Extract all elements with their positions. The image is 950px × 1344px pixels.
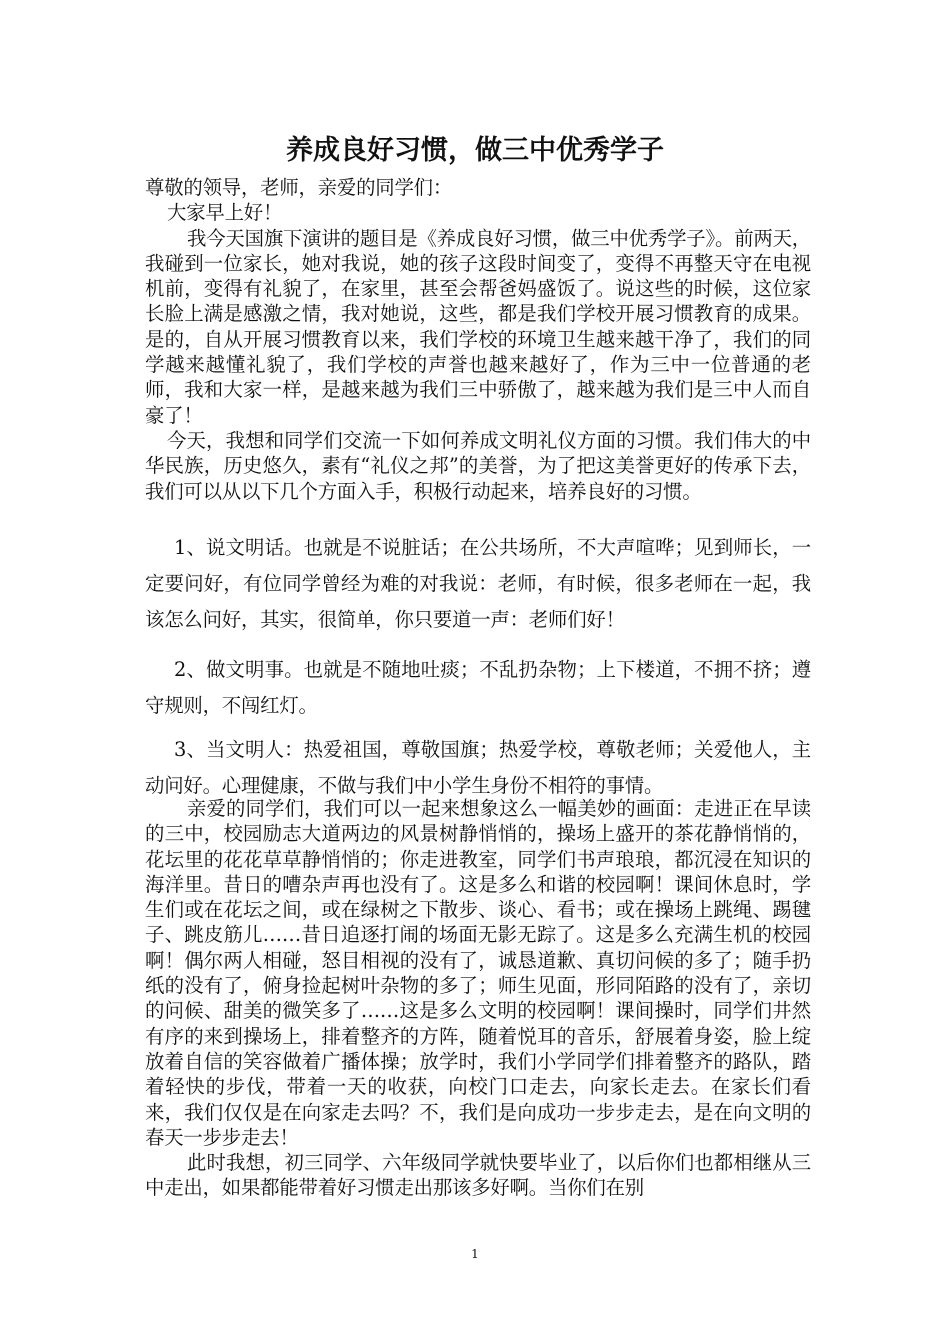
closing-section xyxy=(145,796,811,1201)
list-section-2 xyxy=(145,652,811,724)
list-item-2: 2、做文明事。也就是不随地吐痰；不乱扔杂物；上下楼道，不拥不挤；遵守规则，不闯红灯。 xyxy=(145,658,811,717)
page-number: 1 xyxy=(471,1247,479,1261)
imagine-paragraph: 亲爱的同学们，我们可以一起来想象这么一幅美妙的画面：走进正在早读的三中，校园励志大道两边的风景树静悄悄的，操场上盛开的茶花静悄悄的，花坛里的花花草草静悄悄的；你走进教室，同学们书声琅琅，都沉浸在知识的海洋里。昔日的嘈杂声再也没有了。这是多么和谐的校园啊！课间休息时，学生们或在花坛之间，或在绿树之下散步、谈心、看书；或在操场上跳绳、踢毽子、跳皮筋儿……昔日追逐打闹的场面无影无踪了。这是多么充满生机的校园啊！偶尔两人相碰，怒目相视的没有了，诚恳道歉、真切问候的多了；随手扔纸的没有了，俯身捡起树叶杂物的多了；师生见面，形同陌路的没有了，亲切的问候、甜美的微笑多了……这是多么文明的校园啊！课间操时，同学们井然有序的来到操场上，排着整齐的方阵，随着悦耳的音乐，舒展着身姿，脸上绽放着自信的笑容做着广播体操；放学时，我们小学同学们排着整齐的路队，踏着轻快的步伐，带着一天的收获，向校门口走去，向家长走去。在家长们看来，我们仅仅是在向家走去吗？不，我们是向成功一步步走去，是在向文明的春天一步步走去！ xyxy=(145,797,811,1149)
intro-paragraph: 我今天国旗下演讲的题目是《养成良好习惯，做三中优秀学子》。前两天，我碰到一位家长，她对我说，她的孩子这段时间变了，变得不再整天守在电视机前，变得有礼貌了，在家里，甚至会帮爸妈盛饭了。说这些的时候，这位家长脸上满是感激之情，我对她说，这些，都是我们学校开展习惯教育的成果。是的，自从开展习惯教育以来，我们学校的环境卫生越来越干净了，我们的同学越来越懂礼貌了，我们学校的声誉也越来越好了，作为三中一位普通的老师，我和大家一样，是越来越为我们三中骄傲了，越来越为我们是三中人而自豪了！ xyxy=(145,226,811,427)
today-paragraph: 今天，我想和同学们交流一下如何养成文明礼仪方面的习惯。我们伟大的中华民族，历史悠久，素有“礼仪之邦”的美誉，为了把这美誉更好的传承下去，我们可以从以下几个方面入手，积极行动起来，培养良好的习惯。 xyxy=(145,428,811,503)
morning-greeting: 大家早上好！ xyxy=(167,201,283,225)
list-section-3 xyxy=(145,732,811,804)
closing-paragraph: 此时我想，初三同学、六年级同学就快要毕业了，以后你们也都相继从三中走出，如果都能带着好习惯走出那该多好啊。当你们在别 xyxy=(145,1151,811,1200)
opening-section xyxy=(145,175,811,504)
list-item-3: 3、当文明人：热爱祖国，尊敬国旗；热爱学校，尊敬老师；关爱他人，主动问好。心理健康，不做与我们中小学生身份不相符的事情。 xyxy=(145,738,811,797)
list-item-1: 1、说文明话。也就是不说脏话；在公共场所，不大声喧哗；见到师长，一定要问好，有位同学曾经为难的对我说：老师，有时候，很多老师在一起，我该怎么问好，其实，很简单，你只要道一声：老师们好！ xyxy=(145,536,811,631)
document-title: 养成良好习惯，做三中优秀学子 xyxy=(286,135,664,166)
list-section xyxy=(145,530,811,638)
greeting-line: 尊敬的领导，老师，亲爱的同学们： xyxy=(145,176,453,199)
